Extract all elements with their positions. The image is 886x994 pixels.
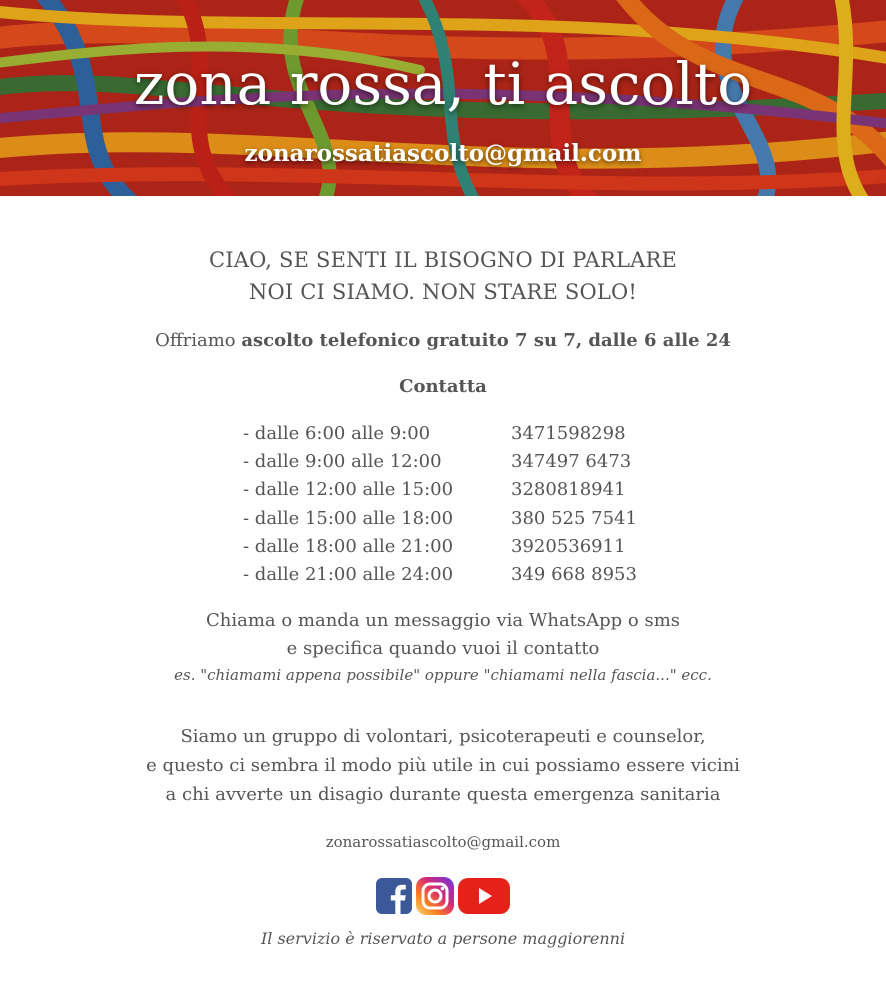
schedule-slot: - dalle 9:00 alle 12:00	[243, 451, 442, 473]
schedule-phone[interactable]: 3471598298	[511, 423, 626, 444]
offer-highlight: ascolto telefonico gratuito 7 su 7, dalle 6 alle 24	[241, 330, 731, 351]
contact-title: Contatta	[399, 376, 487, 397]
call-line-2: e specifica quando vuoi il contatto	[286, 638, 600, 660]
instagram-icon[interactable]	[416, 877, 454, 919]
about-text	[0, 722, 886, 809]
site-title: zona rossa, ti ascolto	[133, 50, 753, 118]
main-content	[0, 244, 886, 951]
schedule-slot: - dalle 6:00 alle 9:00	[243, 423, 431, 444]
schedule-list	[243, 420, 643, 589]
schedule-phone[interactable]: 347497 6473	[511, 451, 632, 473]
schedule-row	[243, 448, 643, 476]
schedule-phone[interactable]: 3280818941	[511, 479, 626, 501]
schedule-phone[interactable]: 3920536911	[511, 535, 626, 557]
headline-line-2: NOI CI SIAMO. NON STARE SOLO!	[248, 280, 638, 304]
age-disclaimer: Il servizio è riservato a persone maggiorenni	[260, 929, 626, 949]
offer-text	[0, 328, 886, 354]
social-links	[0, 877, 886, 919]
about-line-3: a chi avverte un disagio durante questa emergenza sanitaria	[165, 784, 721, 806]
offer-prefix: Offriamo	[155, 330, 242, 351]
about-line-2: e questo ci sembra il modo più utile in cui possiamo essere vicini	[146, 755, 740, 777]
schedule-row	[243, 561, 643, 589]
call-instructions	[0, 607, 886, 663]
call-example: es. "chiamami appena possibile" oppure "chiamami nella fascia..." ecc.	[174, 666, 712, 685]
header-banner	[0, 0, 886, 196]
schedule-slot: - dalle 21:00 alle 24:00	[243, 564, 454, 586]
schedule-slot: - dalle 18:00 alle 21:00	[243, 535, 454, 557]
schedule-phone[interactable]: 349 668 8953	[511, 564, 637, 586]
schedule-slot: - dalle 12:00 alle 15:00	[243, 479, 454, 501]
schedule-phone[interactable]: 380 525 7541	[511, 507, 637, 529]
youtube-icon[interactable]	[458, 878, 510, 918]
schedule-slot: - dalle 15:00 alle 18:00	[243, 507, 454, 529]
facebook-icon[interactable]	[376, 878, 412, 918]
headline	[0, 244, 886, 308]
call-line-1: Chiama o manda un messaggio via WhatsApp o sms	[205, 610, 681, 632]
schedule-row	[243, 533, 643, 561]
schedule-row	[243, 505, 643, 533]
about-line-1: Siamo un gruppo di volontari, psicoterapeuti e counselor,	[180, 726, 706, 748]
schedule-row	[243, 420, 643, 448]
schedule-row	[243, 476, 643, 504]
headline-line-1: CIAO, SE SENTI IL BISOGNO DI PARLARE	[208, 248, 678, 272]
footer-email[interactable]: zonarossatiascolto@gmail.com	[325, 833, 561, 852]
header-email[interactable]: zonarossatiascolto@gmail.com	[244, 140, 642, 167]
